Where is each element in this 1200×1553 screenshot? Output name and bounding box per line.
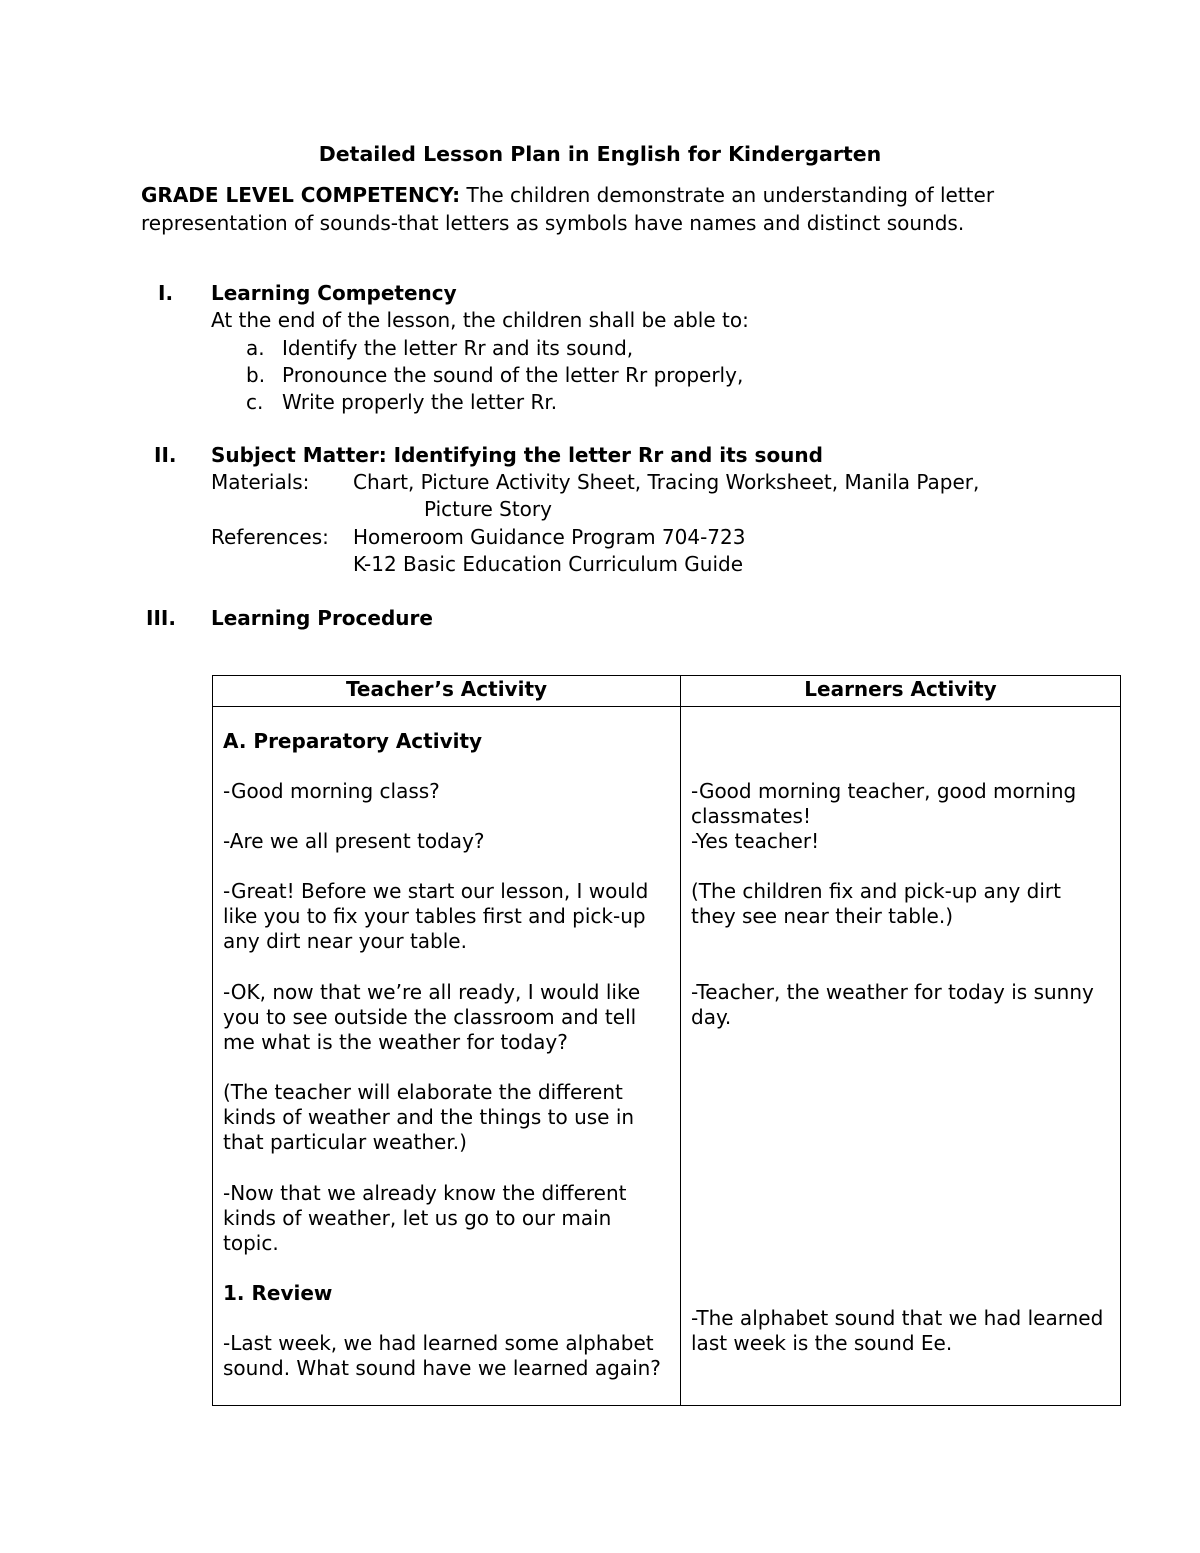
references-line-1: Homeroom Guidance Program 704-723 [353, 525, 746, 549]
section-3-heading: Learning Procedure [211, 606, 433, 630]
teacher-activity-header: Teacher’s Activity [213, 676, 681, 707]
section-2-heading: Subject Matter: Identifying the letter Rr and its sound [211, 443, 823, 467]
preparatory-activity-heading: A. Preparatory Activity [223, 729, 483, 753]
references-line-2: K-12 Basic Education Curriculum Guide [353, 552, 744, 576]
learner-line: -Yes teacher! [691, 829, 820, 853]
references-label: References: [211, 525, 329, 549]
competency-label: GRADE LEVEL COMPETENCY: [141, 183, 461, 207]
section-1-numeral: I. [158, 281, 174, 305]
learning-procedure-table [212, 675, 1121, 1406]
teacher-line: -Great! Before we start our lesson, I would like you to fix your tables first and pick-up any dirt near your table. [223, 879, 649, 953]
competency-text: The children demonstrate an understanding of letter representation of sounds-that letters as symbols have names and distinct sounds. [141, 183, 995, 235]
teacher-line: -Are we all present today? [223, 829, 485, 853]
teacher-line: -OK, now that we’re all ready, I would like you to see outside the classroom and tell me what is the weather for today? [223, 980, 641, 1054]
teacher-line: -Now that we already know the different kinds of weather, let us go to our main topic. [223, 1181, 627, 1255]
learner-line: -Teacher, the weather for today is sunny day. [691, 980, 1094, 1029]
grade-level-competency [141, 182, 1041, 237]
objective-text: Pronounce the sound of the letter Rr properly, [282, 363, 744, 387]
section-2-numeral: II. [154, 443, 177, 467]
section-3-numeral: III. [146, 606, 176, 630]
learner-line: -Good morning teacher, good morning classmates! [691, 779, 1077, 828]
materials-line-1: Chart, Picture Activity Sheet, Tracing Worksheet, Manila Paper, [353, 470, 980, 494]
objective-item [246, 389, 557, 416]
section-1-intro: At the end of the lesson, the children shall be able to: [211, 308, 749, 332]
objective-item [246, 362, 743, 389]
materials-label: Materials: [211, 470, 310, 494]
document-title: Detailed Lesson Plan in English for Kindergarten [318, 142, 882, 166]
materials-line-2: Picture Story [424, 497, 552, 521]
objective-marker: c. [246, 390, 264, 414]
learners-activity-header: Learners Activity [681, 676, 1121, 707]
review-heading: 1. Review [223, 1281, 333, 1305]
objective-item [246, 335, 633, 362]
teacher-line: (The teacher will elaborate the different kinds of weather and the things to use in that particular weather.) [223, 1080, 635, 1154]
section-1-heading: Learning Competency [211, 281, 457, 305]
learner-line: (The children fix and pick-up any dirt they see near their table.) [691, 879, 1061, 928]
objective-text: Identify the letter Rr and its sound, [282, 336, 634, 360]
learner-line: -The alphabet sound that we had learned last week is the sound Ee. [691, 1306, 1104, 1355]
learners-activity-cell [681, 707, 1121, 1406]
objective-marker: a. [246, 336, 265, 360]
objective-marker: b. [246, 363, 266, 387]
teacher-line: -Good morning class? [223, 779, 440, 803]
objective-text: Write properly the letter Rr. [282, 390, 558, 414]
teacher-activity-cell [213, 707, 681, 1406]
teacher-line: -Last week, we had learned some alphabet sound. What sound have we learned again? [223, 1331, 661, 1380]
